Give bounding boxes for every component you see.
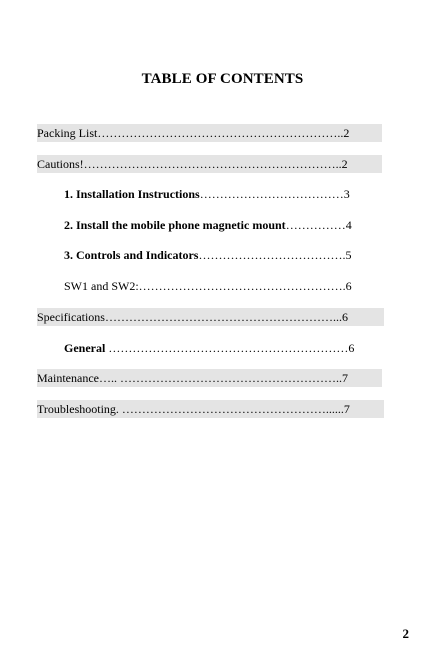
toc-entry-leader: ….. ………………………………………………..7 [98, 371, 348, 385]
page-title: TABLE OF CONTENTS [141, 71, 304, 87]
toc-entry-leader: ……………………………….5 [198, 248, 352, 262]
toc-entry-leader: ……………………………………………………6 [105, 341, 355, 355]
toc-entry-label: 2. Install the mobile phone magnetic mount [64, 218, 286, 232]
toc-entry-leader: ……………4 [285, 218, 352, 232]
toc-entry-leader: …………………………………………….6 [138, 279, 352, 293]
toc-entry-specifications [37, 308, 384, 326]
toc-entry-leader: …………………………………………………...6 [104, 310, 348, 324]
toc-entry-leader: ………………………………………………………..2 [83, 157, 348, 171]
toc-entry-troubleshooting [37, 400, 384, 418]
toc-entry-label: General [64, 341, 106, 355]
toc-entry-magnetic-mount [64, 216, 386, 234]
toc-entry-label: Specifications [37, 310, 105, 324]
toc-entry-packing-list [37, 124, 382, 142]
toc-entry-label: 1. Installation Instructions [64, 187, 200, 201]
toc-entry-installation-instructions [64, 185, 384, 203]
toc-entry-label: 3. Controls and Indicators [64, 248, 199, 262]
page-number: 2 [402, 626, 409, 641]
toc-entry-label: Troubleshooting. [37, 402, 119, 416]
toc-entry-leader: ………………………………3 [199, 187, 350, 201]
toc-entry-leader: ……………………………………………………..2 [97, 126, 350, 140]
toc-entry-general [64, 339, 384, 357]
toc-entry-leader: ……………………………………………......7 [118, 402, 350, 416]
toc-entry-label: SW1 and SW2: [64, 279, 139, 293]
toc-entry-label: Packing List [37, 126, 98, 140]
toc-entry-sw1-and-sw2 [64, 277, 384, 295]
toc-entry-cautions [37, 155, 382, 173]
toc-entry-label: Maintenance [37, 371, 99, 385]
toc-entry-label: Cautions! [37, 157, 84, 171]
toc-entry-maintenance [37, 369, 382, 387]
toc-entry-controls-and-indicators [64, 246, 386, 264]
